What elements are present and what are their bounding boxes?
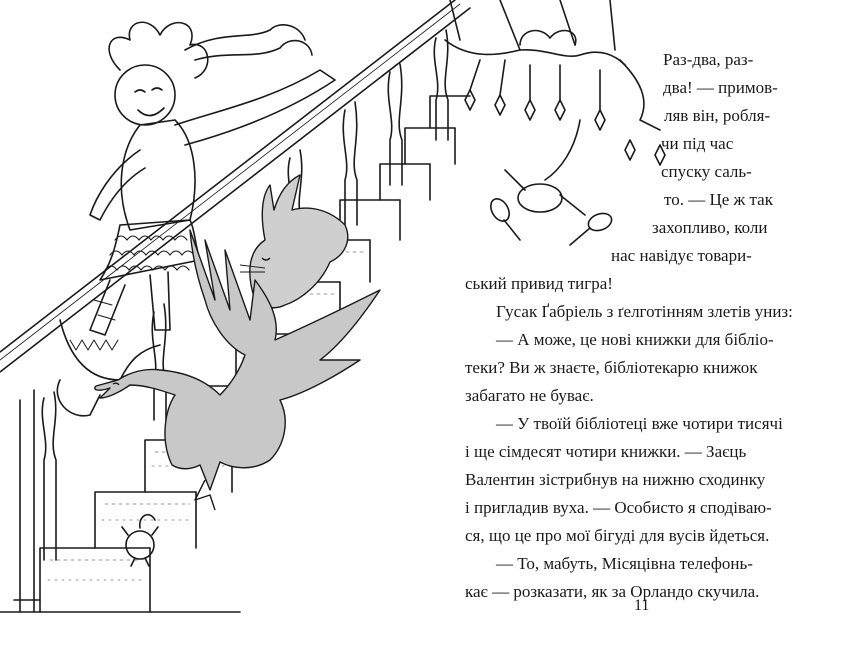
text-line: ляв він, робля-: [664, 106, 771, 125]
text-line: захопливо, коли: [652, 218, 768, 237]
text-line: Гусак Ґабріель з ґелготінням злетів униз:: [496, 302, 793, 321]
small-mouse: [122, 515, 158, 566]
text-line: теки? Ви ж знаєте, бібліотекарю книжок: [465, 358, 758, 377]
text-line: два! — примов-: [663, 78, 778, 97]
text-line: — То, мабуть, Місяцівна телефонь-: [496, 554, 753, 573]
text-line: Валентин зістрибнув на нижню сходинку: [465, 470, 766, 489]
text-line: забагато не буває.: [465, 386, 594, 405]
text-line: спуску саль-: [661, 162, 752, 181]
text-line: нас навідує товари-: [611, 246, 752, 265]
text-line: кає — розказати, як за Орландо скучила.: [465, 582, 760, 601]
chandelier: [445, 0, 665, 165]
text-line: — У твоїй бібліотеці вже чотири тисячі: [496, 414, 783, 433]
text-line: ський привид тигра!: [465, 274, 613, 293]
text-line: чи під час: [661, 134, 734, 153]
text-line: то. — Це ж так: [664, 190, 773, 209]
text-line: і пригладив вуха. — Особисто я сподіваю-: [465, 498, 772, 517]
mouse-on-rope: [487, 120, 614, 245]
text-line: Раз-два, раз-: [663, 50, 754, 69]
text-line: і ще сімдесят чотири книжки. — Заєць: [465, 442, 747, 461]
page-number: 11: [634, 597, 650, 614]
text-line: ся, що це про мої бігуді для вусів йдеться.: [465, 526, 770, 545]
text-line: — А може, це нові книжки для бібліо-: [496, 330, 774, 349]
